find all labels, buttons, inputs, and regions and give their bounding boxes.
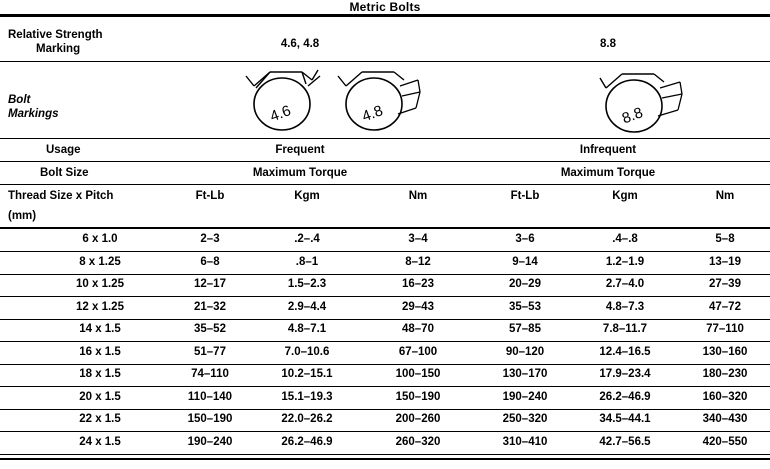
table-row-separator (0, 274, 770, 275)
table-cell-group1-value: 22.0–26.2 (281, 413, 333, 425)
table-cell-group1-value: 67–100 (398, 345, 438, 358)
group-2-unit-nm: Nm (715, 190, 735, 202)
group-1-unit-ftlb: Ft-Lb (195, 190, 225, 202)
table-row-size-label: 10 x 1.25 (76, 278, 124, 290)
table-cell-group2-value: 77–110 (706, 323, 744, 335)
table-cell-group1-value: 2–3 (200, 233, 220, 245)
table-cell-group2-value: 190–240 (502, 390, 548, 403)
group-1-strength-marking: 4.6, 4.8 (280, 38, 320, 50)
table-cell-group1-value: 200–260 (395, 413, 441, 425)
bolt-head-drawing-4-8 (332, 66, 422, 136)
table-cell-group1-value: 26.2–46.9 (281, 435, 333, 448)
table-cell-group1-value: 51–77 (194, 345, 226, 358)
table-cell-group1-value: .8–1 (295, 255, 319, 268)
table-cell-group1-value: 35–52 (194, 323, 226, 335)
bolt-mark-text-4-6: 4.6 (267, 102, 294, 126)
table-cell-group2-value: 13–19 (709, 255, 741, 268)
table-cell-group2-value: 180–230 (702, 368, 748, 380)
table-row-size-label: 16 x 1.5 (79, 345, 121, 358)
title-underline-rule (0, 14, 770, 17)
table-cell-group2-value: 340–430 (702, 413, 748, 425)
table-row-size-label: 20 x 1.5 (79, 390, 121, 403)
table-cell-group2-value: 47–72 (709, 300, 741, 313)
group-1-unit-nm: Nm (408, 190, 428, 202)
table-cell-group1-value: 110–140 (187, 390, 233, 403)
table-cell-group2-value: 420–550 (702, 435, 748, 448)
table-cell-group1-value: 21–32 (194, 300, 226, 313)
table-row-separator (0, 386, 770, 387)
table-row-size-label: 6 x 1.0 (82, 233, 118, 245)
table-cell-group2-value: 7.8–11.7 (602, 323, 648, 335)
torque-header-underline-rule (0, 184, 770, 185)
group-1-unit-kgm: Kgm (294, 190, 320, 202)
table-row-separator (0, 454, 770, 455)
group-2-torque-header: Maximum Torque (560, 167, 656, 179)
table-cell-group1-value: 1.5–2.3 (287, 278, 327, 290)
table-cell-group2-value: 130–160 (702, 345, 748, 358)
table-cell-group1-value: 190–240 (187, 435, 233, 448)
table-cell-group2-value: 27–39 (709, 278, 741, 290)
table-cell-group1-value: 10.2–15.1 (281, 368, 333, 380)
table-cell-group2-value: 1.2–1.9 (605, 255, 645, 268)
table-cell-group2-value: 57–85 (509, 323, 541, 335)
table-row-separator (0, 319, 770, 320)
table-cell-group2-value: 34.5–44.1 (599, 413, 651, 425)
table-cell-group2-value: 250–320 (502, 413, 548, 425)
bolt-head-drawing-8-8 (592, 66, 684, 136)
relative-strength-label-line1: Relative Strength (8, 29, 103, 41)
table-cell-group2-value: 35–53 (509, 300, 541, 313)
table-cell-group2-value: 2.7–4.0 (605, 278, 645, 290)
table-cell-group2-value: 4.8–7.3 (605, 300, 645, 313)
table-cell-group1-value: 2.9–4.4 (287, 300, 327, 313)
table-cell-group1-value: 7.0–10.6 (284, 345, 330, 358)
table-cell-group2-value: .4–.8 (612, 233, 638, 245)
thread-size-label-line1: Thread Size x Pitch (8, 190, 114, 202)
table-cell-group2-value: 130–170 (502, 368, 548, 380)
table-row-separator (0, 296, 770, 297)
table-cell-group2-value: 26.2–46.9 (599, 390, 651, 403)
bolt-size-label: Bolt Size (40, 167, 89, 179)
page-title: Metric Bolts (349, 0, 421, 14)
table-row-size-label: 14 x 1.5 (79, 323, 121, 335)
bolt-mark-text-4-8: 4.8 (359, 102, 386, 126)
table-bottom-rule (0, 458, 770, 460)
bolt-markings-underline-rule (0, 138, 770, 139)
table-cell-group2-value: 42.7–56.5 (599, 435, 651, 448)
table-row-size-label: 12 x 1.25 (76, 300, 124, 313)
group-2-unit-kgm: Kgm (612, 190, 638, 202)
usage-label: Usage (46, 144, 81, 156)
table-cell-group1-value: 150–190 (187, 413, 233, 425)
table-cell-group2-value: 160–320 (702, 390, 748, 403)
thread-size-label-line2: (mm) (8, 210, 37, 222)
table-cell-group1-value: 6–8 (200, 255, 220, 268)
table-row-size-label: 8 x 1.25 (79, 255, 121, 268)
table-row-separator (0, 341, 770, 342)
table-cell-group1-value: 15.1–19.3 (281, 390, 333, 403)
table-row-size-label: 18 x 1.5 (79, 368, 121, 380)
table-cell-group1-value: 16–23 (402, 278, 434, 290)
table-cell-group1-value: 74–110 (191, 368, 229, 380)
table-cell-group2-value: 17.9–23.4 (599, 368, 651, 380)
table-cell-group2-value: 20–29 (509, 278, 541, 290)
relative-strength-label-line2: Marking (36, 43, 81, 55)
table-cell-group1-value: 150–190 (395, 390, 441, 403)
bolt-markings-label-line1: Bolt (8, 94, 31, 106)
table-row-size-label: 22 x 1.5 (79, 413, 121, 425)
table-row-separator (0, 364, 770, 365)
table-cell-group1-value: 100–150 (395, 368, 441, 380)
group-2-usage: Infrequent (579, 144, 637, 156)
table-cell-group2-value: 9–14 (512, 255, 538, 268)
table-row-size-label: 24 x 1.5 (79, 435, 121, 448)
strength-row-underline-rule (0, 61, 770, 62)
table-row-separator (0, 409, 770, 410)
usage-underline-rule (0, 161, 770, 162)
bolt-markings-label-line2: Markings (8, 108, 59, 120)
table-cell-group1-value: 29–43 (402, 300, 434, 313)
units-underline-rule (0, 227, 770, 229)
group-2-strength-marking: 8.8 (600, 38, 616, 50)
table-cell-group1-value: 8–12 (405, 255, 431, 268)
table-row-separator (0, 431, 770, 432)
table-cell-group1-value: 48–70 (402, 323, 434, 335)
table-cell-group1-value: 3–4 (408, 233, 428, 245)
table-row-separator (0, 251, 770, 252)
table-cell-group2-value: 5–8 (715, 233, 735, 245)
group-1-torque-header: Maximum Torque (252, 167, 348, 179)
group-2-unit-ftlb: Ft-Lb (510, 190, 540, 202)
table-cell-group2-value: 310–410 (502, 435, 548, 448)
bolt-head-drawing-4-6 (240, 66, 324, 136)
table-cell-group2-value: 3–6 (515, 233, 535, 245)
table-cell-group1-value: .2–.4 (294, 233, 320, 245)
group-1-usage: Frequent (275, 144, 325, 156)
table-cell-group1-value: 4.8–7.1 (287, 323, 327, 335)
table-cell-group2-value: 12.4–16.5 (599, 345, 651, 358)
table-cell-group1-value: 260–320 (395, 435, 441, 448)
bolt-mark-text-8-8: 8.8 (619, 104, 646, 128)
table-cell-group1-value: 12–17 (194, 278, 226, 290)
table-cell-group2-value: 90–120 (505, 345, 545, 358)
